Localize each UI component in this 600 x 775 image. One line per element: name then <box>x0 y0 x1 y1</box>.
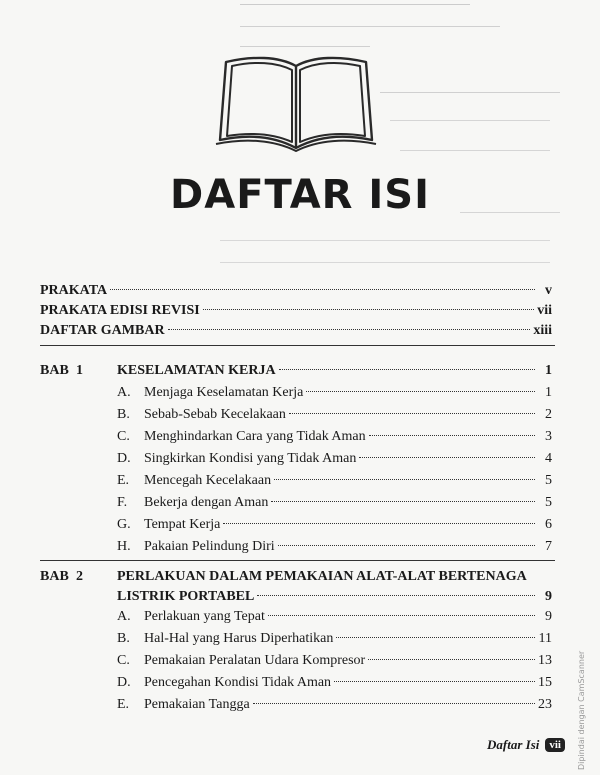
footer-label: Daftar Isi <box>487 737 540 752</box>
dot-leader <box>289 412 535 414</box>
subentry-text: Menjaga Keselamatan Kerja <box>144 385 304 400</box>
subentry-text: Pemakaian Peralatan Udara Kompresor <box>144 653 366 668</box>
chapter-title-line-1[interactable]: PERLAKUAN DALAM PEMAKAIAN ALAT-ALAT BERTENAGA <box>117 569 527 584</box>
section-divider <box>40 345 555 346</box>
toc-page-number: xiii <box>533 323 552 338</box>
subentry-text: Singkirkan Kondisi yang Tidak Aman <box>144 451 357 466</box>
toc-page-number: v <box>545 283 552 298</box>
subentry-letter: E. <box>117 697 130 712</box>
subentry-letter: B. <box>117 407 130 422</box>
chapter-title: KESELAMATAN KERJA <box>117 363 276 378</box>
open-book-icon <box>212 52 380 152</box>
bab-number: 1 <box>76 363 83 378</box>
subentry-text: Pencegahan Kondisi Tidak Aman <box>144 675 332 690</box>
dot-leader <box>110 288 535 290</box>
toc-page-number: 5 <box>545 473 552 488</box>
toc-subentry[interactable] <box>117 384 552 402</box>
bab-label: BAB <box>40 569 69 584</box>
toc-entry-prakata-edisi-revisi[interactable] <box>40 302 552 320</box>
toc-page-number: 9 <box>545 609 552 624</box>
toc-page-number: 15 <box>538 675 552 690</box>
scanner-watermark: Dipindai dengan CamScanner <box>577 650 586 770</box>
toc-page-number: 2 <box>545 407 552 422</box>
subentry-letter: G. <box>117 517 131 532</box>
toc-subentry[interactable] <box>117 538 552 556</box>
dot-leader <box>369 434 535 436</box>
subentry-letter: A. <box>117 385 131 400</box>
toc-page-number: 4 <box>545 451 552 466</box>
subentry-text: Pakaian Pelindung Diri <box>144 539 275 554</box>
page-footer <box>487 737 565 753</box>
toc-subentry[interactable] <box>117 652 552 670</box>
subentry-letter: C. <box>117 429 130 444</box>
toc-page-number: vii <box>537 303 552 318</box>
bab-2-number <box>40 568 83 586</box>
toc-subentry[interactable] <box>117 472 552 490</box>
dot-leader <box>203 308 534 310</box>
toc-entry-prakata[interactable] <box>40 282 552 300</box>
toc-subentry[interactable] <box>117 406 552 424</box>
chapter-title-line-2: LISTRIK PORTABEL <box>117 589 255 604</box>
toc-entry-label: DAFTAR GAMBAR <box>40 323 165 338</box>
subentry-text: Sebab-Sebab Kecelakaan <box>144 407 286 422</box>
page-title: DAFTAR ISI <box>170 172 430 218</box>
bab-number: 2 <box>76 569 83 584</box>
subentry-letter: H. <box>117 539 131 554</box>
dot-leader <box>274 478 535 480</box>
toc-page-number: 1 <box>545 385 552 400</box>
subentry-letter: C. <box>117 653 130 668</box>
toc-subentry[interactable] <box>117 494 552 512</box>
page-number-badge: vii <box>545 738 565 752</box>
subentry-text: Pemakaian Tangga <box>144 697 250 712</box>
subentry-text: Tempat Kerja <box>144 517 221 532</box>
toc-entry-label: PRAKATA EDISI REVISI <box>40 303 200 318</box>
toc-page-number: 6 <box>545 517 552 532</box>
dot-leader <box>271 500 535 502</box>
subentry-text: Mencegah Kecelakaan <box>144 473 272 488</box>
subentry-letter: A. <box>117 609 131 624</box>
dot-leader <box>359 456 535 458</box>
toc-subentry[interactable] <box>117 516 552 534</box>
dot-leader <box>278 544 535 546</box>
dot-leader <box>279 368 535 370</box>
toc-page-number: 13 <box>538 653 552 668</box>
subentry-letter: F. <box>117 495 128 510</box>
toc-page-number: 5 <box>545 495 552 510</box>
subentry-letter: D. <box>117 675 131 690</box>
dot-leader <box>253 702 535 704</box>
toc-page-number: 9 <box>545 589 552 604</box>
dot-leader <box>368 658 535 660</box>
toc-subentry[interactable] <box>117 608 552 626</box>
toc-subentry[interactable] <box>117 696 552 714</box>
toc-chapter-1[interactable] <box>117 362 552 380</box>
toc-subentry[interactable] <box>117 428 552 446</box>
toc-page-number: 3 <box>545 429 552 444</box>
toc-entry-daftar-gambar[interactable] <box>40 322 552 340</box>
toc-page-number: 11 <box>538 631 552 646</box>
subentry-text: Bekerja dengan Aman <box>144 495 269 510</box>
dot-leader <box>306 390 535 392</box>
dot-leader <box>257 594 535 596</box>
toc-entry-label: PRAKATA <box>40 283 108 298</box>
dot-leader <box>268 614 535 616</box>
subentry-letter: E. <box>117 473 130 488</box>
toc-subentry[interactable] <box>117 674 552 692</box>
subentry-text: Hal-Hal yang Harus Diperhatikan <box>144 631 334 646</box>
subentry-letter: D. <box>117 451 131 466</box>
subentry-letter: B. <box>117 631 130 646</box>
toc-chapter-2[interactable] <box>117 588 552 606</box>
toc-page-number: 1 <box>545 363 552 378</box>
dot-leader <box>334 680 535 682</box>
subentry-text: Perlakuan yang Tepat <box>144 609 265 624</box>
toc-page-number: 7 <box>545 539 552 554</box>
subentry-text: Menghindarkan Cara yang Tidak Aman <box>144 429 366 444</box>
dot-leader <box>168 328 531 330</box>
toc-subentry[interactable] <box>117 630 552 648</box>
dot-leader <box>336 636 535 638</box>
dot-leader <box>223 522 535 524</box>
bab-1-number <box>40 362 83 380</box>
section-divider <box>40 560 555 561</box>
bab-label: BAB <box>40 363 69 378</box>
toc-page-number: 23 <box>538 697 552 712</box>
toc-subentry[interactable] <box>117 450 552 468</box>
